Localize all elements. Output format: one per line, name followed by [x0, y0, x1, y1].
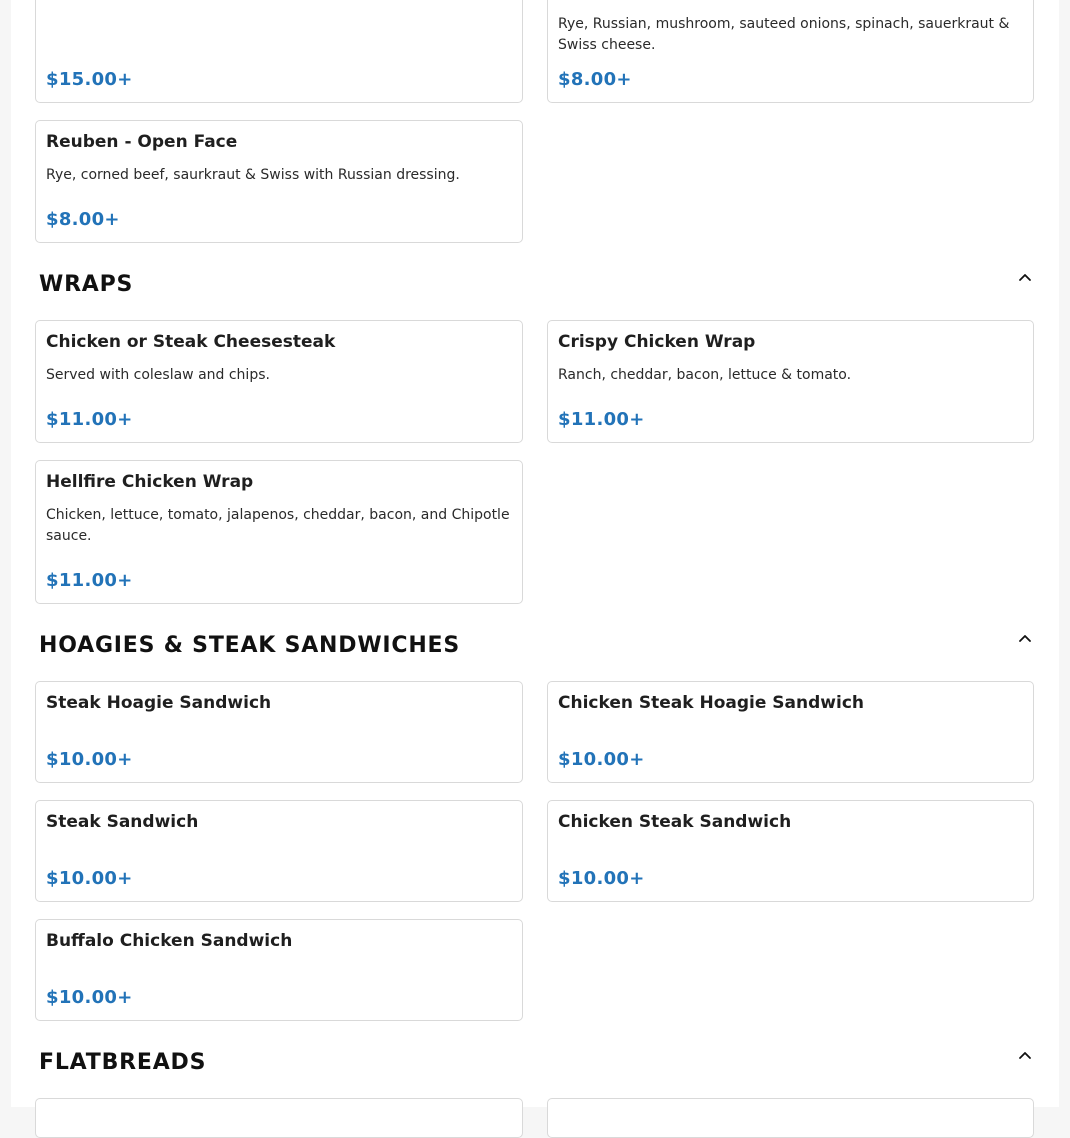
- section-title-flatbreads: FLATBREADS: [39, 1050, 207, 1075]
- menu-item-card[interactable]: [35, 120, 523, 243]
- chevron-up-icon[interactable]: [1017, 270, 1033, 286]
- item-price: $10.00+: [46, 987, 133, 1008]
- item-price: $10.00+: [46, 868, 133, 889]
- item-description: Rye, Russian, mushroom, sauteed onions, spinach, sauerkraut & Swiss cheese.: [558, 16, 1010, 53]
- menu-item-card[interactable]: [35, 1098, 523, 1138]
- menu-item-card[interactable]: [35, 800, 523, 902]
- item-description: Served with coleslaw and chips.: [46, 367, 270, 383]
- menu-item-card[interactable]: [35, 320, 523, 443]
- menu-item-card[interactable]: [35, 0, 523, 103]
- menu-item-card[interactable]: [547, 800, 1034, 902]
- item-title: Chicken Steak Hoagie Sandwich: [558, 693, 864, 713]
- menu-item-card[interactable]: [547, 320, 1034, 443]
- item-price: $10.00+: [46, 749, 133, 770]
- section-title-wraps: WRAPS: [39, 272, 134, 297]
- item-price: $15.00+: [46, 69, 133, 90]
- item-price: $8.00+: [558, 69, 632, 90]
- item-description: Rye, corned beef, saurkraut & Swiss with Russian dressing.: [46, 167, 460, 183]
- item-price: $11.00+: [46, 570, 133, 591]
- item-title: Chicken Steak Sandwich: [558, 812, 792, 832]
- item-description: Ranch, cheddar, bacon, lettuce & tomato.: [558, 367, 852, 383]
- item-title: Hellfire Chicken Wrap: [46, 472, 254, 492]
- menu-item-card[interactable]: [547, 0, 1034, 103]
- menu-item-card[interactable]: [35, 919, 523, 1021]
- menu-item-card[interactable]: [35, 460, 523, 604]
- item-title: Steak Hoagie Sandwich: [46, 693, 272, 713]
- item-title: Chicken or Steak Cheesesteak: [46, 332, 336, 352]
- item-price: $10.00+: [558, 749, 645, 770]
- item-title: Crispy Chicken Wrap: [558, 332, 756, 352]
- item-price: $11.00+: [558, 409, 645, 430]
- section-title-hoagies: HOAGIES & STEAK SANDWICHES: [39, 633, 461, 658]
- item-price: $10.00+: [558, 868, 645, 889]
- item-title: Reuben - Open Face: [46, 132, 238, 152]
- item-title: Buffalo Chicken Sandwich: [46, 931, 293, 951]
- menu-item-card[interactable]: [547, 681, 1034, 783]
- chevron-up-icon[interactable]: [1017, 631, 1033, 647]
- item-price: $11.00+: [46, 409, 133, 430]
- item-price: $8.00+: [46, 209, 120, 230]
- chevron-up-icon[interactable]: [1017, 1048, 1033, 1064]
- item-description: Chicken, lettuce, tomato, jalapenos, cheddar, bacon, and Chipotle sauce.: [46, 507, 510, 544]
- menu-item-card[interactable]: [547, 1098, 1034, 1138]
- menu-item-card[interactable]: [35, 681, 523, 783]
- menu-page: [11, 0, 1059, 1107]
- item-title: Steak Sandwich: [46, 812, 199, 832]
